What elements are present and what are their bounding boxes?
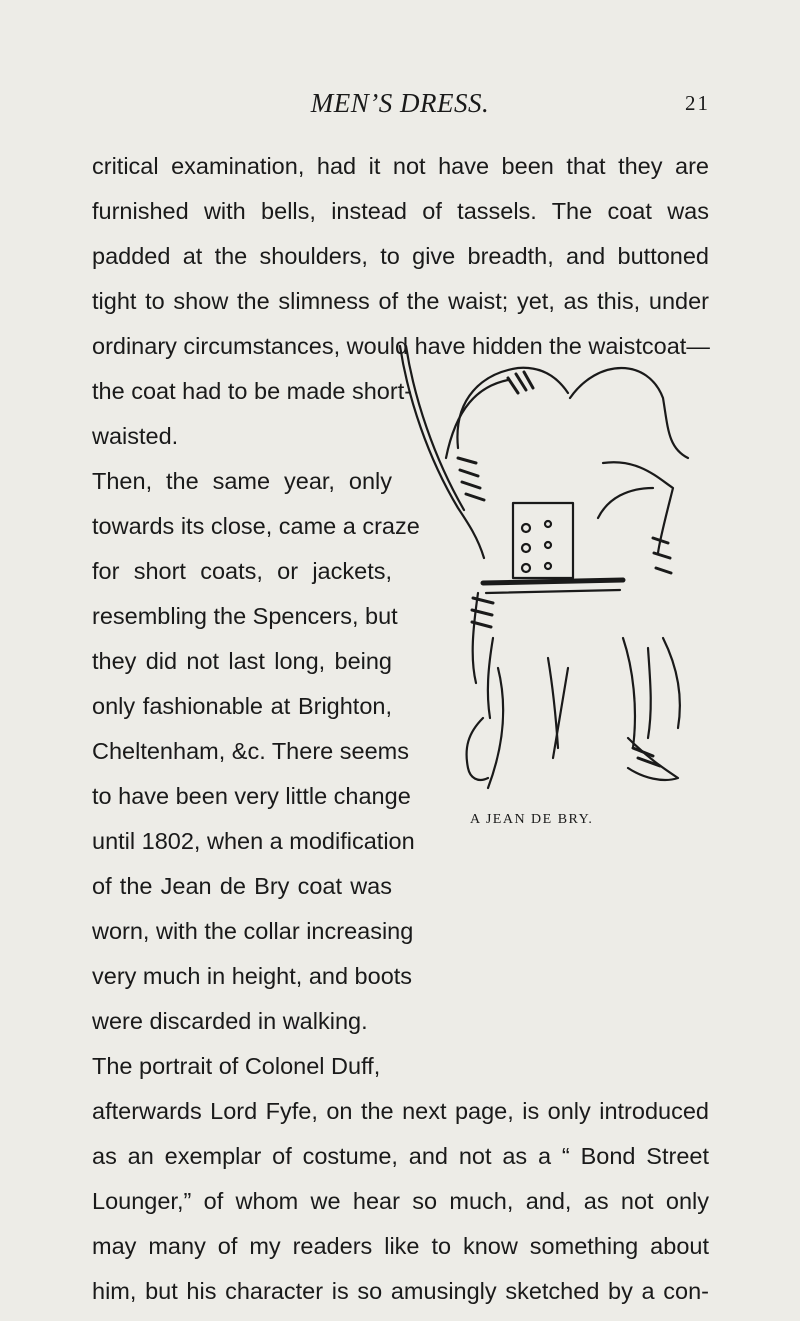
- text-line: The portrait of Colonel Duff,: [92, 1053, 381, 1079]
- figure-caption: A JEAN DE BRY.: [470, 812, 594, 827]
- text-line: critical examination, had it not have been that they are: [92, 153, 709, 179]
- text-line: waisted.: [92, 423, 179, 449]
- text-line: padded at the shoulders, to give breadth, and buttoned: [92, 243, 709, 269]
- text-line: until 1802, when a modification: [92, 828, 415, 854]
- text-line: Lounger,” of whom we hear so much, and, as not only: [92, 1188, 709, 1214]
- jean-de-bry-coat-illustration: [398, 338, 698, 798]
- text-line: ordinary circumstances, would have hidden the waistcoat—: [92, 333, 710, 359]
- running-head: [0, 88, 800, 124]
- text-line: they did not last long, being: [92, 648, 392, 674]
- text-line: to have been very little change: [92, 783, 411, 809]
- text-line: the coat had to be made short-: [92, 378, 413, 404]
- text-line: Cheltenham, &c. There seems: [92, 738, 409, 764]
- text-line: tight to show the slimness of the waist; yet, as this, under: [92, 288, 709, 314]
- text-line: resembling the Spencers, but: [92, 603, 398, 629]
- text-line: for short coats, or jackets,: [92, 558, 392, 584]
- text-line: only fashionable at Brighton,: [92, 693, 392, 719]
- text-line: Then, the same year, only: [92, 468, 392, 494]
- text-line: may many of my readers like to know something about: [92, 1233, 709, 1259]
- text-line: of the Jean de Bry coat was: [92, 873, 392, 899]
- text-line: as an exemplar of costume, and not as a “ Bond Street: [92, 1143, 709, 1169]
- text-line: were discarded in walking.: [92, 1008, 368, 1034]
- text-line: very much in height, and boots: [92, 963, 413, 989]
- text-line: worn, with the collar increasing: [92, 918, 414, 944]
- running-title: MEN’S DRESS.: [310, 88, 490, 118]
- page-number: 21: [685, 91, 710, 115]
- text-line: furnished with bells, instead of tassels. The coat was: [92, 198, 709, 224]
- text-line: afterwards Lord Fyfe, on the next page, is only introduced: [92, 1098, 709, 1124]
- text-line: him, but his character is so amusingly sketched by a con-: [92, 1278, 709, 1304]
- text-line: towards its close, came a craze: [92, 513, 420, 539]
